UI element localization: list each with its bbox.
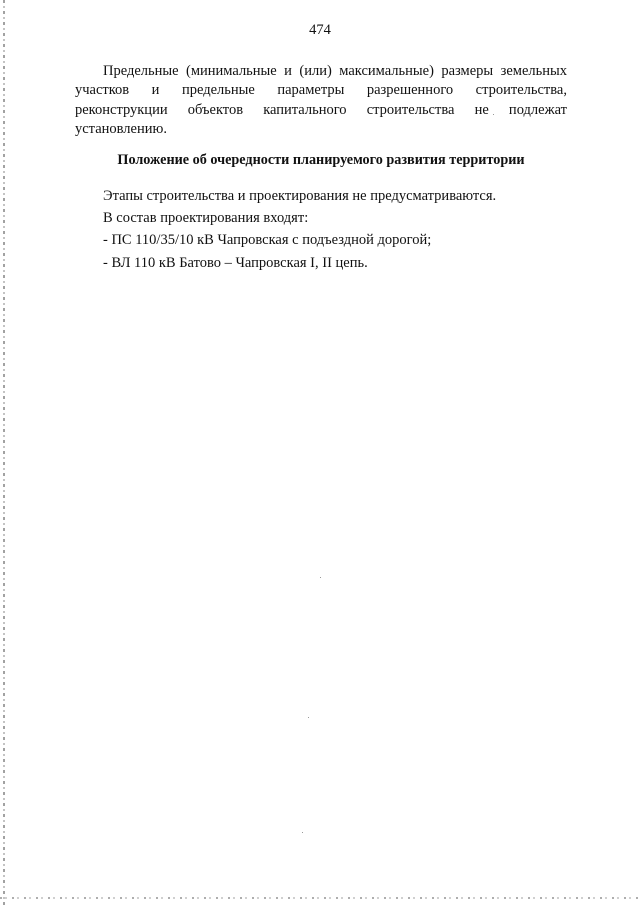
scan-edge-left xyxy=(3,0,5,905)
intro-paragraph-continuation xyxy=(75,81,567,139)
scan-speck xyxy=(320,577,321,578)
scan-edge-bottom xyxy=(0,897,640,899)
page-number: 474 xyxy=(309,22,331,38)
section-heading: Положение об очередности планируемого развития территории xyxy=(117,152,525,168)
intro-paragraph-line: установлению. xyxy=(75,121,167,138)
body-line-composition: В состав проектирования входят: xyxy=(103,210,309,226)
body-line-stages: Этапы строительства и проектирования не предусматриваются. xyxy=(103,188,497,204)
intro-paragraph-line: Предельные (минимальные и (или) максимальные) размеры земельных xyxy=(103,63,567,79)
scan-speck xyxy=(302,832,303,833)
scan-speck xyxy=(308,717,309,718)
body-line-substation: - ПС 110/35/10 кВ Чапровская с подъездной дорогой; xyxy=(103,232,432,248)
intro-paragraph-line: реконструкции объектов капитального строительства не подлежат xyxy=(75,101,567,118)
intro-paragraph-line: участков и предельные параметры разрешенного строительства, xyxy=(75,82,567,99)
body-line-power-line: - ВЛ 110 кВ Батово – Чапровская I, II цепь. xyxy=(103,255,368,271)
intro-paragraph xyxy=(103,62,567,81)
